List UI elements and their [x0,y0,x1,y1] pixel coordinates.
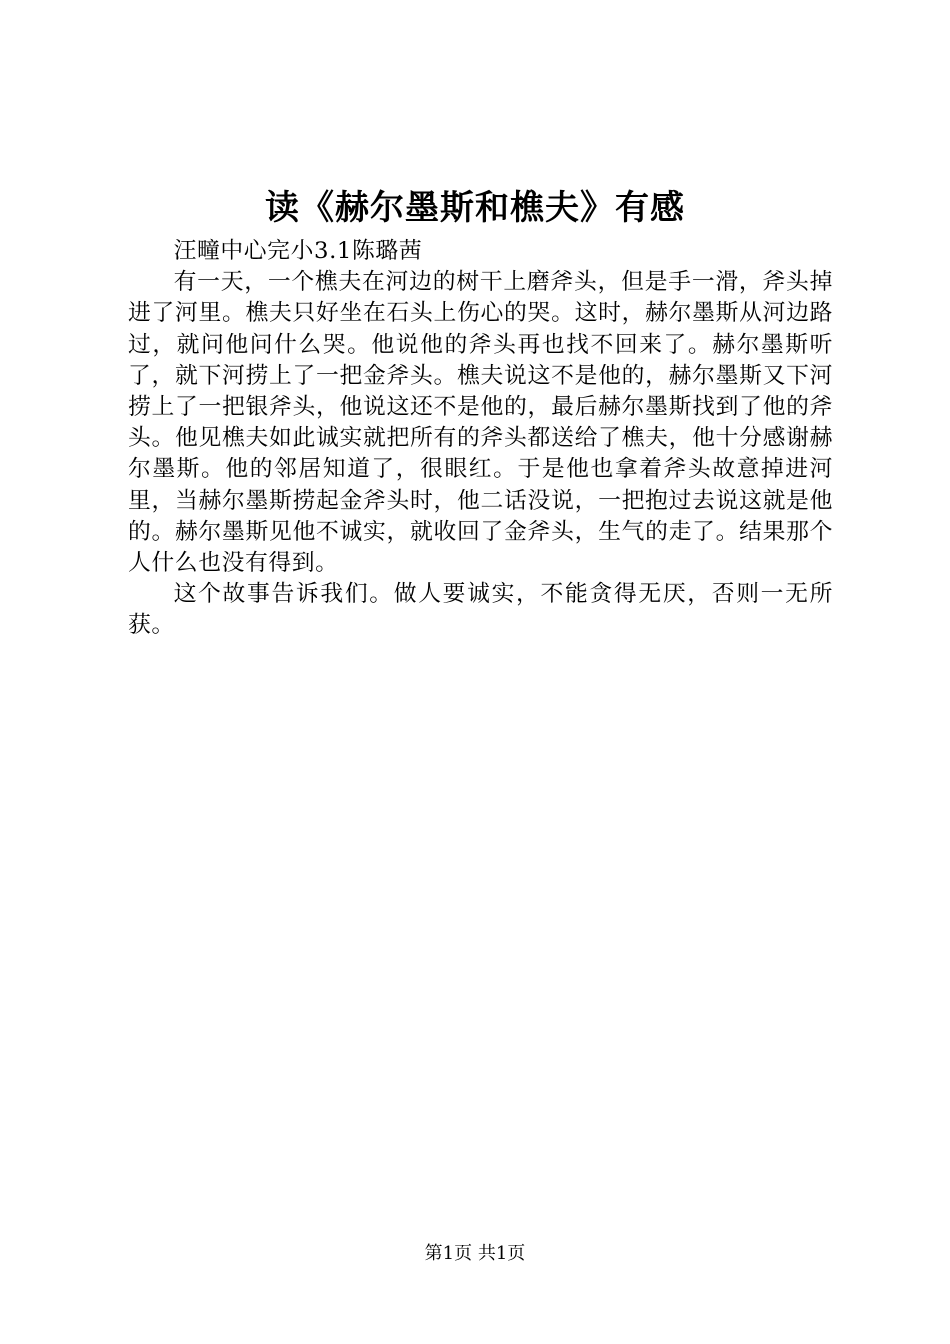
paragraph-story: 有一天，一个樵夫在河边的树干上磨斧头，但是手一滑，斧头掉进了河里。樵夫只好坐在石头上伤心的哭。这时，赫尔墨斯从河边路过，就问他问什么哭。他说他的斧头再也找不回来了。赫尔墨斯听了，就下河捞上了一把金斧头。樵夫说这不是他的，赫尔墨斯又下河捞上了一把银斧头，他说这还不是他的，最后赫尔墨斯找到了他的斧头。他见樵夫如此诚实就把所有的斧头都送给了樵夫，他十分感谢赫尔墨斯。他的邻居知道了，很眼红。于是他也拿着斧头故意掉进河里，当赫尔墨斯捞起金斧头时，他二话没说，一把抱过去说这就是他的。赫尔墨斯见他不诚实，就收回了金斧头，生气的走了。结果那个人什么也没有得到。 [128,269,833,577]
author-line: 汪疃中心完小3.1陈璐茜 [173,238,423,264]
paragraph-moral: 这个故事告诉我们。做人要诚实，不能贪得无厌，否则一无所获。 [128,581,833,639]
page-footer: 第1页 共1页 [424,1243,526,1264]
document-title: 读《赫尔墨斯和樵夫》有感 [265,188,685,228]
document-body [128,236,833,642]
